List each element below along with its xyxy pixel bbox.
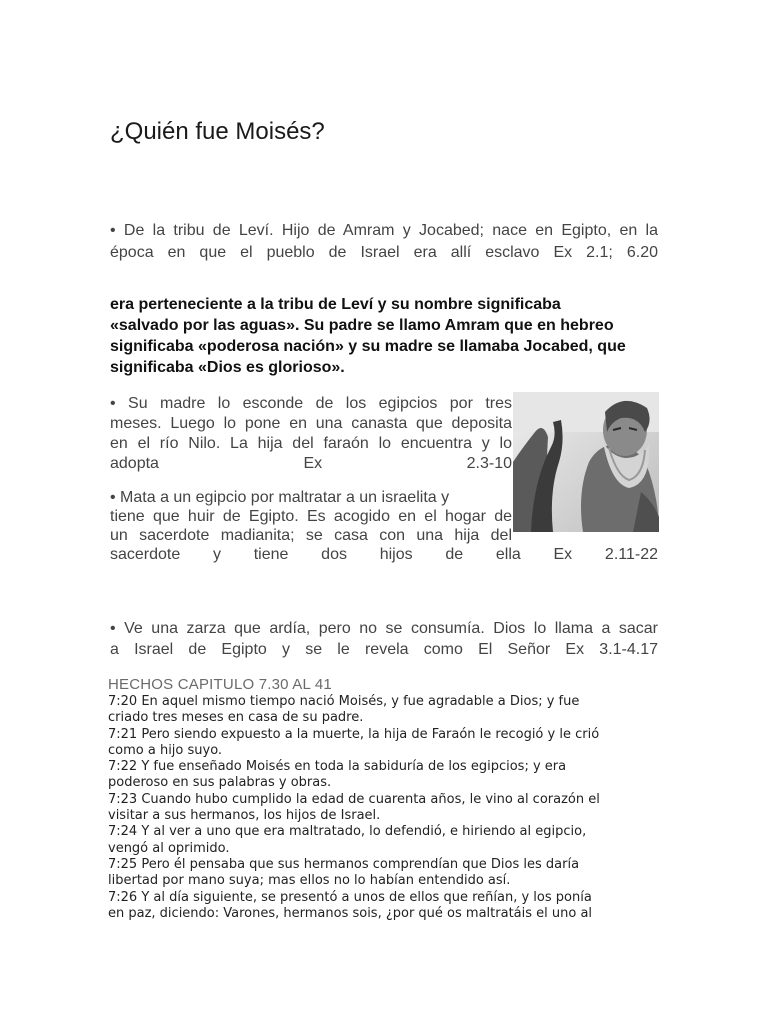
verse-line: 7:23 Cuando hubo cumplido la edad de cuarenta años, le vino al corazón el xyxy=(108,791,600,807)
text-line: adopta Ex 2.3-10 xyxy=(110,455,512,472)
verse-line: 7:22 Y fue enseñado Moisés en toda la sabiduría de los egipcios; y era xyxy=(108,759,567,775)
section-heading: HECHOS CAPITULO 7.30 AL 41 xyxy=(108,676,332,693)
text-line: «salvado por las aguas». Su padre se llamo Amram que en hebreo xyxy=(110,317,614,334)
verse-line: 7:26 Y al día siguiente, se presentó a unos de ellos que reñían, y los ponía xyxy=(108,889,592,905)
verse-line: 7:20 En aquel mismo tiempo nació Moisés, y fue agradable a Dios; y fue xyxy=(108,694,580,709)
verses-list xyxy=(108,694,668,922)
page-title: ¿Quién fue Moisés? xyxy=(110,118,325,145)
verse-line: como a hijo suyo. xyxy=(108,742,223,758)
bold-paragraph xyxy=(110,294,658,378)
verse-line: en paz, diciendo: Varones, hermanos sois, ¿por qué os maltratáis el uno al xyxy=(108,905,593,921)
verse-line: 7:25 Pero él pensaba que sus hermanos comprendían que Dios les daría xyxy=(108,856,580,872)
verse-line: vengó al oprimido. xyxy=(108,840,230,856)
text-line: a Israel de Egipto y se le revela como El Señor Ex 3.1-4.17 xyxy=(110,641,658,658)
text-line: era perteneciente a la tribu de Leví y su nombre significaba xyxy=(110,296,561,313)
verse-line: 7:21 Pero siendo expuesto a la muerte, la hija de Faraón le recogió y le crió xyxy=(108,726,600,742)
text-line: un sacerdote madianita; se casa con una hija del xyxy=(110,527,512,544)
text-line: • Mata a un egipcio por maltratar a un israelita y xyxy=(110,489,450,506)
bullet-egypt-flight xyxy=(110,488,658,564)
text-line: meses. Luego lo pone en una canasta que deposita xyxy=(110,415,512,432)
text-line: • Su madre lo esconde de los egipcios por tres xyxy=(110,395,512,412)
text-line: en el río Nilo. La hija del faraón lo encuentra y lo xyxy=(110,435,512,452)
text-line: sacerdote y tiene dos hijos de ella Ex 2.11-22 xyxy=(110,546,658,563)
text-line: significaba «poderosa nación» y su madre se llamaba Jocabed, que xyxy=(110,338,626,355)
verse-line: criado tres meses en casa de su padre. xyxy=(108,710,364,726)
text-line: significaba «Dios es glorioso». xyxy=(110,359,345,376)
text-line: • Ve una zarza que ardía, pero no se consumía. Dios lo llama a sacar xyxy=(110,620,658,637)
text-line: tiene que huir de Egipto. Es acogido en el hogar de xyxy=(110,508,512,525)
bullet-burning-bush xyxy=(110,618,658,660)
verse-line: 7:24 Y al ver a uno que era maltratado, lo defendió, e hiriendo al egipcio, xyxy=(108,824,587,840)
bullet-nile xyxy=(110,394,512,474)
verse-line: visitar a sus hermanos, los hijos de Israel. xyxy=(108,808,381,824)
verse-line: libertad por mano suya; mas ellos no lo habían entendido así. xyxy=(108,873,511,889)
bullet-tribe xyxy=(110,220,658,264)
verse-line: poderoso en sus palabras y obras. xyxy=(108,775,332,791)
text-line: época en que el pueblo de Israel era allí esclavo Ex 2.1; 6.20 xyxy=(110,244,658,261)
text-line: • De la tribu de Leví. Hijo de Amram y Jocabed; nace en Egipto, en la xyxy=(110,222,658,239)
